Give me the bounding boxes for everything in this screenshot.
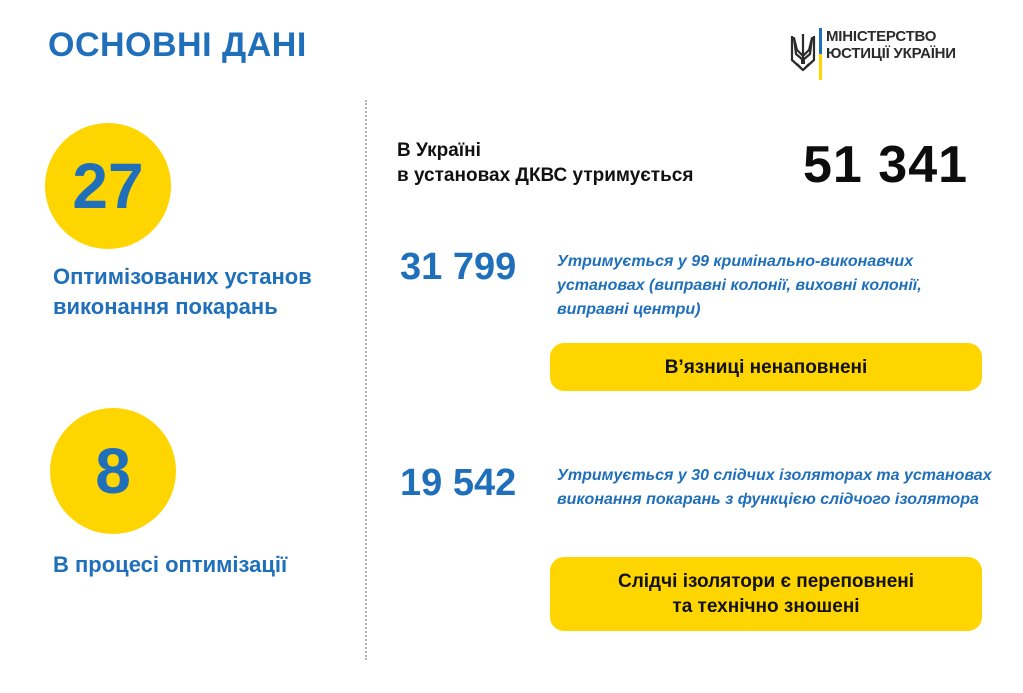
optimized-count-circle xyxy=(45,123,171,249)
headline-line-2: в установах ДКВС утримується xyxy=(397,165,694,186)
vertical-divider xyxy=(365,100,367,660)
detention-callout-line-1: Слідчі ізолятори є переповнені xyxy=(617,571,915,592)
logo-line-1: МІНІСТЕРСТВО xyxy=(826,28,937,45)
headline xyxy=(397,138,817,188)
colonies-count: 31 799 xyxy=(400,246,517,288)
optimized-label: Оптимізованих установ виконання покарань xyxy=(53,264,312,319)
detention-description: Утримується у 30 слідчих ізоляторах та установах виконання покарань з функцією слідчого ізолятора xyxy=(557,467,992,508)
logo-bar-yellow xyxy=(819,54,822,80)
prisons-callout: В’язниці ненаповнені xyxy=(550,343,982,391)
in-progress-count: 8 xyxy=(95,435,131,507)
detention-count: 19 542 xyxy=(400,462,517,504)
detention-callout xyxy=(550,557,982,631)
in-progress-label: В процесі оптимізації xyxy=(53,552,288,577)
optimized-count: 27 xyxy=(72,150,144,222)
logo-line-2: ЮСТИЦІЇ УКРАЇНИ xyxy=(826,45,956,62)
detention-callout-line-2: та технічно зношені xyxy=(672,596,860,617)
headline-line-1: В Україні xyxy=(397,140,481,161)
total-count: 51 341 xyxy=(803,136,969,194)
in-progress-count-circle xyxy=(50,408,176,534)
trident-icon xyxy=(788,30,818,78)
colonies-description: Утримується у 99 кримінально-виконавчих установах (виправні колонії, виховні колонії, виправні центри) xyxy=(557,253,922,318)
page-title: ОСНОВНІ ДАНІ xyxy=(48,26,307,64)
logo-bar-blue xyxy=(819,28,822,54)
ministry-logo xyxy=(786,22,986,84)
